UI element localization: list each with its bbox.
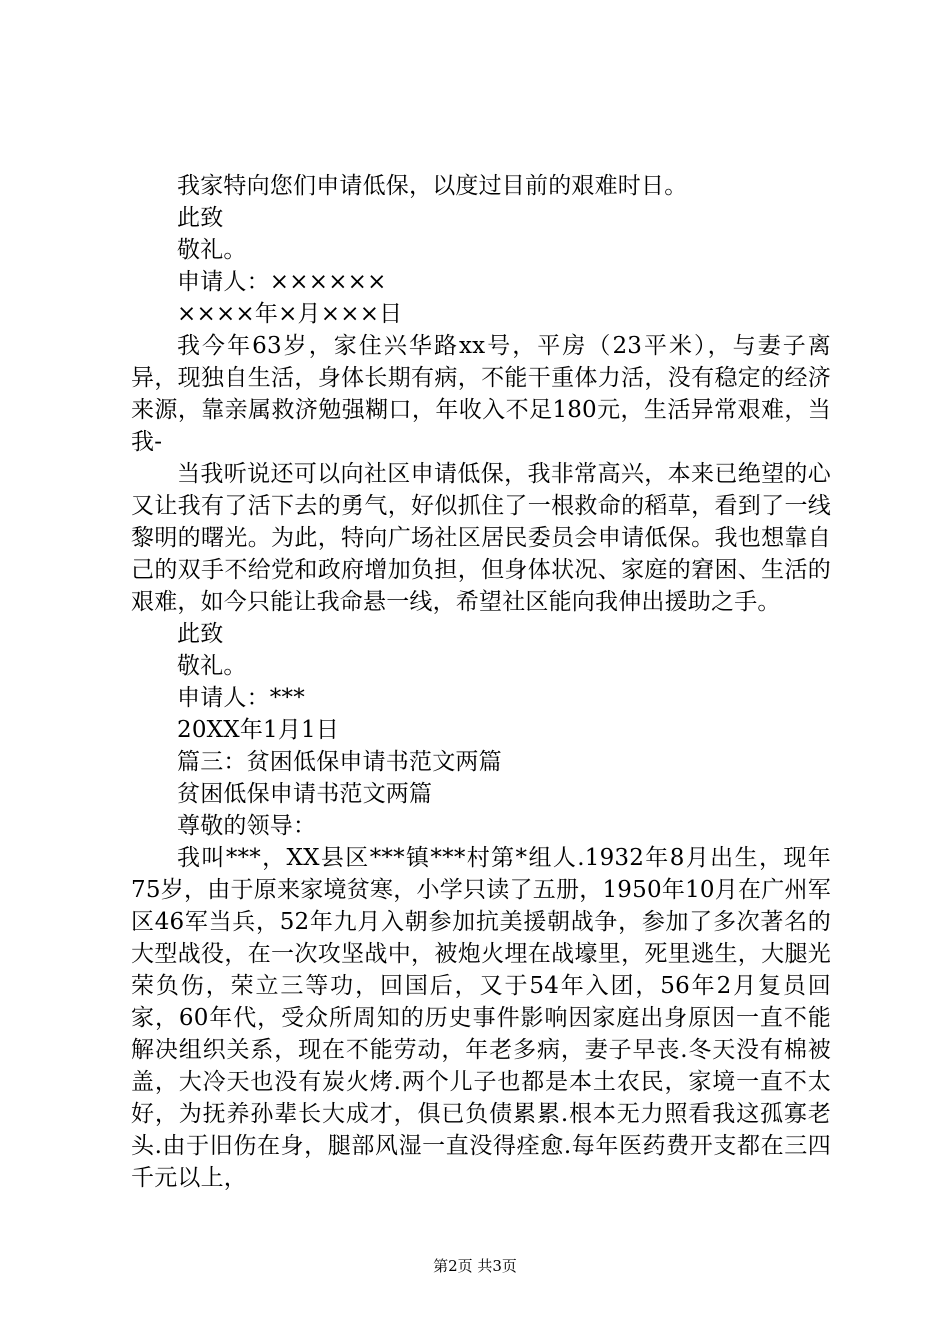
applicant-signature: 申请人：*** bbox=[177, 685, 305, 711]
section-heading: 篇三：贫困低保申请书范文两篇 bbox=[177, 749, 502, 775]
paragraph: 我叫***，XX县区***镇***村第*组人.1932年8月出生，现年75岁，由于原来家境贫寒，小学只读了五册，1950年10月在广州军区46军当兵，52年九月入朝参加抗美援朝战争，参加了多次著名的大型战役，在一次攻坚战中，被炮火埋在战壕里，死里逃生，大腿光荣负伤，荣立三等功，回国后，又于54年入团，56年2月复员回家，60年代，受众所周知的历史事件影响因家庭出身原因一直不能解决组织关系，现在不能劳动，年老多病，妻子早丧.冬天没有棉被盖，大冷天也没有炭火烤.两个儿子也都是本土农民，家境一直不太好，为抚养孙辈长大成才，俱已负债累累.根本无力照看我这孤寡老头.由于旧伤在身，腿部风湿一直没得痊愈.每年医药费开支都在三四千元以上， bbox=[131, 845, 831, 1191]
closing-salutation: 此致 bbox=[177, 621, 224, 647]
closing-regards: 敬礼。 bbox=[177, 237, 247, 263]
applicant-signature: 申请人：×××××× bbox=[177, 269, 387, 295]
text-line: 我家特向您们申请低保，以度过目前的艰难时日。 bbox=[177, 173, 688, 199]
closing-salutation: 此致 bbox=[177, 205, 224, 231]
greeting: 尊敬的领导： bbox=[177, 813, 317, 839]
paragraph: 当我听说还可以向社区申请低保，我非常高兴，本来已绝望的心又让我有了活下去的勇气，好似抓住了一根救命的稻草，看到了一线黎明的曙光。为此，特向广场社区居民委员会申请低保。我也想靠自己的双手不给党和政府增加负担，但身体状况、家庭的窘困、生活的艰难，如今只能让我命悬一线，希望社区能向我伸出援助之手。 bbox=[131, 461, 831, 615]
page-number: 第2页 共3页 bbox=[433, 1257, 517, 1275]
closing-regards: 敬礼。 bbox=[177, 653, 247, 679]
signature-date: ××××年×月×××日 bbox=[177, 301, 403, 327]
document-title: 贫困低保申请书范文两篇 bbox=[177, 781, 433, 807]
signature-date: 20XX年1月1日 bbox=[177, 717, 340, 743]
paragraph: 我今年63岁，家住兴华路xx号，平房（23平米），与妻子离异，现独自生活，身体长期有病，不能干重体力活，没有稳定的经济来源，靠亲属救济勉强糊口，年收入不足180元，生活异常艰难，当我- bbox=[131, 333, 831, 455]
document-body bbox=[131, 170, 831, 1194]
